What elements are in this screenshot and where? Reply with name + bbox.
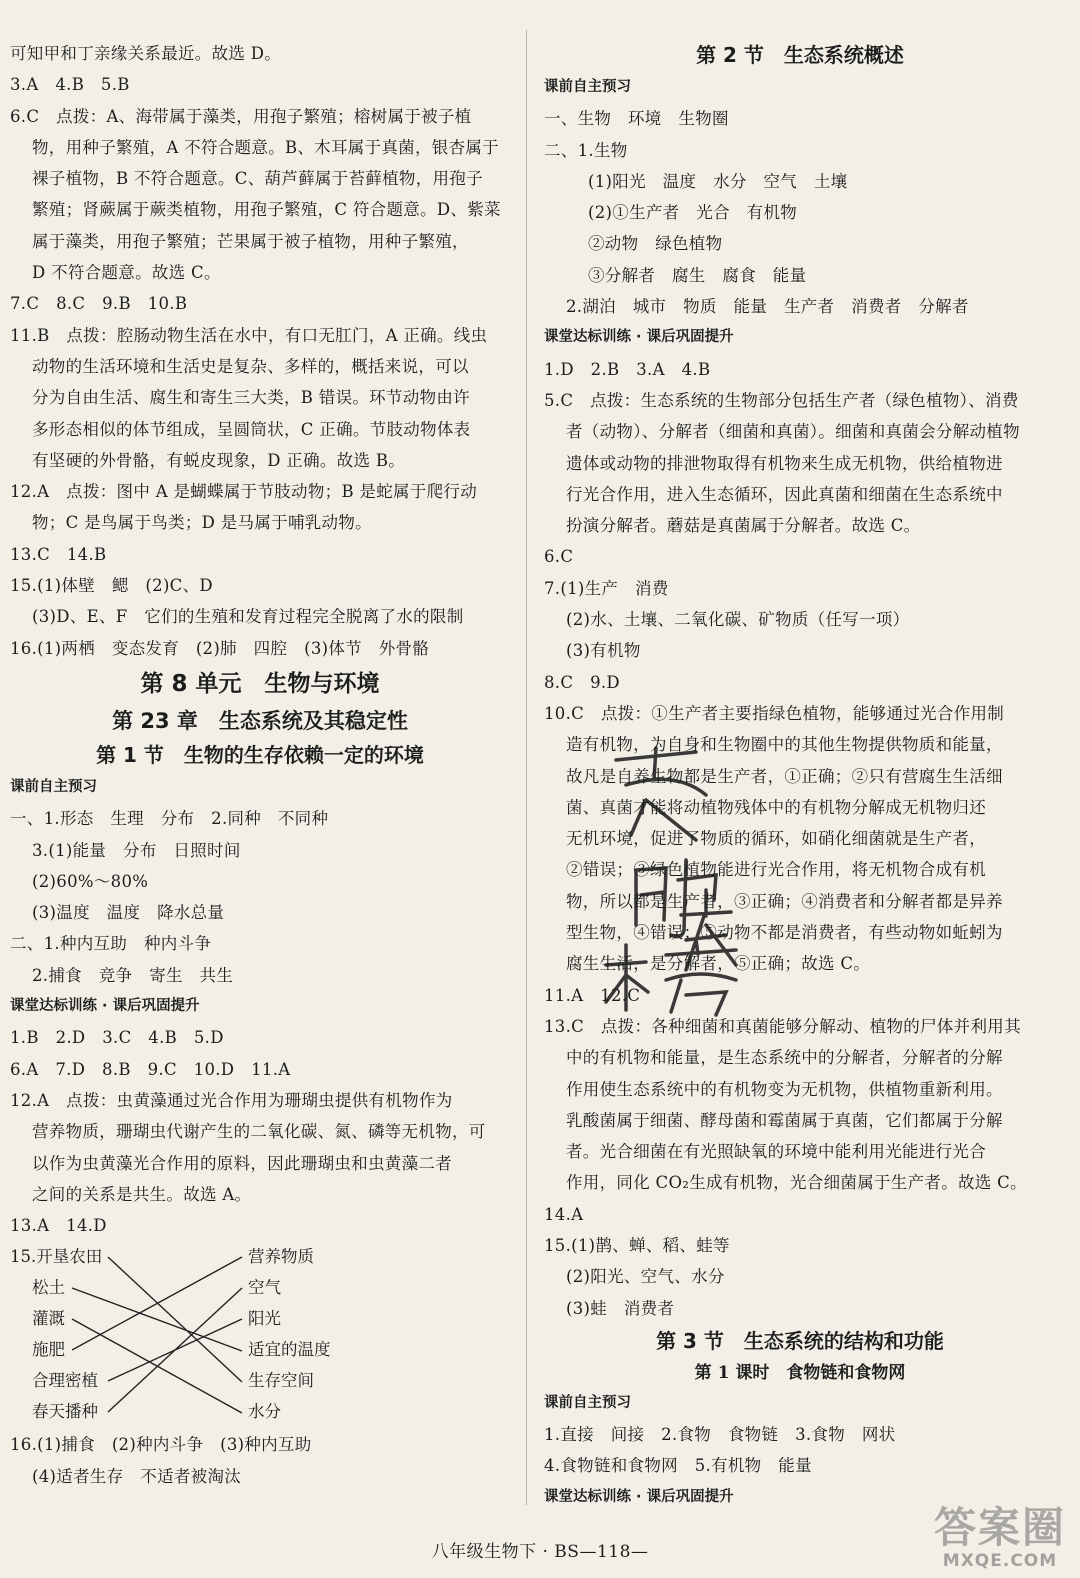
answer-line: 物，用种子繁殖，A 不符合题意。B、木耳属于真菌，银杏属于	[32, 137, 499, 157]
answer-line: 作用，同化 CO₂生成有机物，光合细菌属于生产者。故选 C。	[566, 1173, 1027, 1193]
answer-line: 之间的关系是共生。故选 A。	[32, 1184, 252, 1204]
match-left-item: 施肥	[32, 1340, 65, 1360]
answer-line: (3)有机物	[566, 641, 641, 661]
match-left-item: 春天播种	[32, 1402, 98, 1422]
answer-line: 16.(1)两栖 变态发育 (2)肺 四腔 (3)体节 外骨骼	[10, 638, 430, 658]
answer-line: 6.A 7.D 8.B 9.C 10.D 11.A	[10, 1059, 291, 1079]
answer-line: 4.食物链和食物网 5.有机物 能量	[544, 1456, 812, 1476]
unit-title: 第 8 单元 生物与环境	[140, 670, 380, 697]
answer-line: 故凡是自养生物都是生产者，①正确；②只有营腐生生活细	[566, 766, 1003, 786]
answer-line: 作用使生态系统中的有机物变为无机物，供植物重新利用。	[566, 1079, 1003, 1099]
answer-line: 乳酸菌属于细菌、酵母菌和霉菌属于真菌，它们都属于分解	[566, 1110, 1003, 1130]
preview-label: 课前自主预习	[544, 1394, 631, 1411]
matching-diagram	[10, 1241, 510, 1429]
answer-line: 8.C 9.D	[544, 672, 620, 692]
match-left-item: 15.开垦农田	[10, 1247, 103, 1267]
answer-line: 11.B 点拨：腔肠动物生活在水中，有口无肛门，A 正确。线虫	[10, 325, 488, 345]
training-label: 课堂达标训练 · 课后巩固提升	[544, 1488, 734, 1505]
match-left-item: 松土	[32, 1278, 65, 1298]
answer-line: 2.捕食 竞争 寄生 共生	[32, 965, 234, 985]
training-label: 课堂达标训练 · 课后巩固提升	[10, 998, 200, 1015]
page-footer: 八年级生物下 · BS—118—	[431, 1542, 649, 1562]
answer-line: ②动物 绿色植物	[588, 234, 723, 254]
answer-line: 裸子植物，B 不符合题意。C、葫芦藓属于苔藓植物，用孢子	[32, 169, 483, 189]
answer-line: 遗体或动物的排泄物取得有机物来生成无机物，供给植物进	[566, 453, 1003, 473]
answer-line: 二、1.种内互助 种内斗争	[10, 934, 212, 954]
answer-line: (3)D、E、F 它们的生殖和发育过程完全脱离了水的限制	[32, 607, 464, 627]
answer-line: 16.(1)捕食 (2)种内斗争 (3)种内互助	[10, 1435, 312, 1455]
answer-line: 行光合作用，进入生态循环，因此真菌和细菌在生态系统中	[566, 484, 1003, 504]
section-title: 第 1 节 生物的生存依赖一定的环境	[96, 742, 424, 767]
answer-line: 10.C 点拨：①生产者主要指绿色植物，能够通过光合作用制	[544, 703, 1005, 723]
handwritten-stamp	[586, 740, 766, 1020]
watermark-logo	[934, 1505, 1066, 1571]
answer-line: 5.C 点拨：生态系统的生物部分包括生产者（绿色植物）、消费	[544, 390, 1019, 410]
answer-line: 15.(1)鹊、蝉、稻、蛙等	[544, 1235, 730, 1255]
lesson-title: 第 1 课时 食物链和食物网	[694, 1362, 906, 1383]
answer-line: 造有机物，为自身和生物圈中的其他生物提供物质和能量，	[566, 735, 1003, 755]
answer-line: (1)阳光 温度 水分 空气 土壤	[588, 171, 848, 191]
answer-line: 2.湖泊 城市 物质 能量 生产者 消费者 分解者	[566, 297, 969, 317]
match-right-item: 适宜的温度	[248, 1340, 331, 1360]
match-right-item: 生存空间	[248, 1371, 314, 1391]
match-right-item: 水分	[248, 1402, 281, 1422]
answer-line: 多形态相似的体节组成，呈圆筒状，C 正确。节肢动物体表	[32, 419, 471, 439]
answer-line: 扮演分解者。蘑菇是真菌属于分解者。故选 C。	[566, 516, 921, 536]
answer-line: 7.C 8.C 9.B 10.B	[10, 294, 188, 314]
answer-line: ②错误；③绿色植物能进行光合作用，将无机物合成有机	[566, 860, 986, 880]
answer-line: 12.A 点拨：图中 A 是蝴蝶属于节肢动物；B 是蛇属于爬行动	[10, 482, 478, 502]
answer-line: (3)温度 温度 降水总量	[32, 903, 225, 923]
section-title: 第 3 节 生态系统的结构和功能	[656, 1328, 944, 1353]
answer-line: 分为自由生活、腐生和寄生三大类，B 错误。环节动物由许	[32, 388, 470, 408]
answer-line: 15.(1)体壁 鳃 (2)C、D	[10, 576, 213, 596]
answer-line: (2)阳光、空气、水分	[566, 1267, 725, 1287]
match-right-item: 空气	[248, 1278, 281, 1298]
answer-line: 可知甲和丁亲缘关系最近。故选 D。	[10, 44, 282, 63]
answer-line: 中的有机物和能量，是生态系统中的分解者，分解者的分解	[566, 1048, 1003, 1068]
answer-line: 1.直接 间接 2.食物 食物链 3.食物 网状	[544, 1425, 896, 1445]
answer-line: (2)60%～80%	[32, 871, 149, 891]
watermark-main: 答案圈	[933, 1503, 1066, 1552]
answer-line: 营养物质，珊瑚虫代谢产生的二氧化碳、氮、磷等无机物，可	[32, 1122, 486, 1142]
answer-line: 12.A 点拨：虫黄藻通过光合作用为珊瑚虫提供有机物作为	[10, 1090, 453, 1110]
answer-line: 一、生物 环境 生物圈	[544, 109, 729, 129]
answer-line: 7.(1)生产 消费	[544, 578, 669, 598]
answer-line: 13.C 14.B	[10, 544, 107, 564]
match-left-item: 灌溉	[32, 1309, 65, 1329]
training-label: 课堂达标训练 · 课后巩固提升	[544, 329, 734, 346]
preview-label: 课前自主预习	[544, 79, 631, 95]
answer-line: ③分解者 腐生 腐食 能量	[588, 265, 807, 285]
answer-line: (3)蛙 消费者	[566, 1298, 675, 1318]
answer-line: 物，所以都是生产者，③正确；④消费者和分解者都是异养	[566, 891, 1003, 911]
answer-line: 11.A 12.C	[544, 985, 641, 1005]
answer-line: 者（动物）、分解者（细菌和真菌）。细菌和真菌会分解动植物	[566, 422, 1020, 442]
answer-line: 繁殖；肾蕨属于蕨类植物，用孢子繁殖，C 符合题意。D、紫菜	[32, 200, 501, 220]
answer-line: (2)①生产者 光合 有机物	[588, 203, 798, 223]
answer-line: 3.(1)能量 分布 日照时间	[32, 840, 241, 860]
answer-line: 腐生生活，是分解者，⑤正确；故选 C。	[566, 954, 871, 974]
column-divider	[526, 30, 527, 1505]
answer-line: 者。光合细菌在有光照缺氧的环境中能利用光能进行光合	[566, 1142, 986, 1162]
answer-line: 14.A	[544, 1204, 584, 1224]
answer-line: 菌、真菌才能将动植物残体中的有机物分解成无机物归还	[566, 797, 986, 817]
watermark-site: MXQE.COM	[942, 1551, 1058, 1571]
answer-line: 无机环境，促进了物质的循环，如硝化细菌就是生产者，	[566, 829, 986, 849]
answer-line: (4)适者生存 不适者被淘汰	[32, 1466, 242, 1486]
answer-line: D 不符合题意。故选 C。	[32, 263, 221, 283]
answer-line: 13.C 点拨：各种细菌和真菌能够分解动、植物的尸体并利用其	[544, 1016, 1021, 1036]
answer-line: 13.A 14.D	[10, 1216, 107, 1236]
answer-line: 6.C 点拨：A、海带属于藻类，用孢子繁殖；榕树属于被子植	[10, 106, 472, 126]
match-line	[72, 1288, 242, 1351]
answer-line: 有坚硬的外骨骼，有蜕皮现象，D 正确。故选 B。	[32, 450, 406, 470]
section-title: 第 2 节 生态系统概述	[696, 43, 904, 67]
answer-line: 属于藻类，用孢子繁殖；芒果属于被子植物，用种子繁殖，	[32, 231, 469, 251]
left-column	[10, 38, 510, 1492]
chapter-title: 第 23 章 生态系统及其稳定性	[112, 708, 408, 733]
answer-line: (2)水、土壤、二氧化碳、矿物质（任写一项）	[566, 610, 910, 630]
match-right-item: 营养物质	[248, 1247, 314, 1267]
match-right-item: 阳光	[248, 1309, 281, 1329]
answer-line: 二、1.生物	[544, 140, 628, 160]
answer-line: 以作为虫黄藻光合作用的原料，因此珊瑚虫和虫黄藻二者	[32, 1153, 452, 1173]
answer-line: 6.C	[544, 547, 574, 567]
answer-line: 动物的生活环境和生活史是复杂、多样的，概括来说，可以	[32, 356, 469, 376]
answer-line: 型生物，④错误；⑤动物不都是消费者，有些动物如蚯蚓为	[566, 923, 1003, 943]
match-left-item: 合理密植	[32, 1371, 98, 1391]
preview-label: 课前自主预习	[10, 778, 97, 795]
answer-line: 1.D 2.B 3.A 4.B	[544, 359, 711, 379]
answer-line: 3.A 4.B 5.B	[10, 75, 130, 95]
answer-line: 一、1.形态 生理 分布 2.同种 不同种	[10, 809, 329, 829]
answer-line: 1.B 2.D 3.C 4.B 5.D	[10, 1028, 224, 1048]
answer-line: 物；C 是鸟属于鸟类；D 是马属于哺乳动物。	[32, 513, 372, 533]
